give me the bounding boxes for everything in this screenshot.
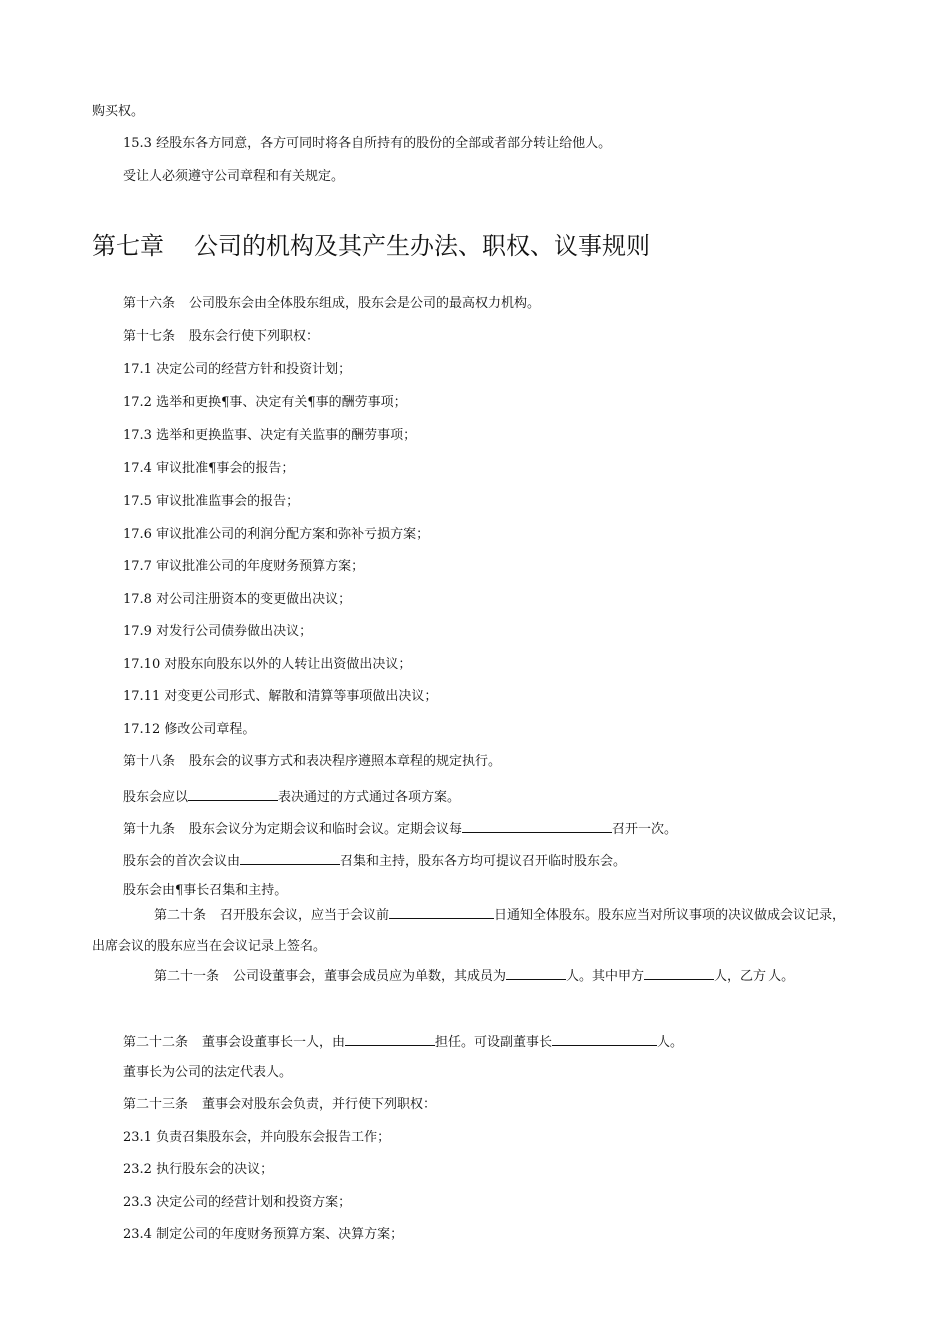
list-item: 17.5 审议批准监事会的报告； [123,494,300,509]
article-16 [123,295,540,313]
article-17 [123,328,319,346]
text-segment: 召集和主持，股东各方均可提议召开临时股东会。 [340,854,627,869]
article-label: 第十六条 [123,296,176,311]
article-label: 第十七条 [123,329,176,344]
list-item: 17.3 选举和更换监事、决定有关监事的酬劳事项； [123,428,417,443]
text-segment: 公司设董事会，董事会成员应为单数，其成员为 [233,969,507,984]
article-label: 第十八条 [123,754,176,769]
text-segment: 担任。可设副董事长 [435,1035,553,1050]
list-item: 23.4 制定公司的年度财务预算方案、决算方案； [123,1227,404,1242]
list-item: 17.7 审议批准公司的年度财务预算方案； [123,559,365,574]
text-segment: 股东会议分为定期会议和临时会议。定期会议每 [189,822,463,837]
fill-in-blank[interactable] [506,965,566,980]
article-20 [92,900,858,962]
article-18 [123,753,501,771]
list-item: 17.4 审议批准¶事会的报告； [123,461,295,476]
paragraph-15-3: 15.3 经股东各方同意，各方可同时将各自所持有的股份的全部或者部分转让给他人。 [123,136,612,151]
fill-in-blank[interactable] [188,786,278,801]
text-segment: 股东会的首次会议由 [123,854,241,869]
paragraph-purchase-right: 购买权。 [92,104,145,119]
article-label: 第十九条 [123,822,176,837]
article-18-vote [123,786,460,807]
article-label: 第二十三条 [123,1097,189,1112]
fill-in-blank[interactable] [345,1031,435,1046]
text-segment: 股东会应以 [123,790,189,805]
article-text: 公司股东会由全体股东组成，股东会是公司的最高权力机构。 [189,296,541,311]
list-item: 17.2 选举和更换¶事、决定有关¶事的酬劳事项； [123,395,407,410]
list-item: 17.9 对发行公司债券做出决议； [123,624,313,639]
article-19 [123,818,677,839]
text-segment: 表决通过的方式通过各项方案。 [278,790,461,805]
article-19-convene: 股东会由¶事长召集和主持。 [123,883,288,898]
list-item: 23.1 负责召集股东会，并向股东会报告工作； [123,1130,391,1145]
text-segment: 人，乙方 [714,969,767,984]
text-segment: 日通知全体股东。股东应当对所议事项的决议做成会议记录，出席会议的股东应当在会议记录上签名。 [92,908,846,954]
chapter-number: 第七章 [92,232,164,260]
article-label: 第二十二条 [123,1035,189,1050]
list-item: 17.12 修改公司章程。 [123,722,256,737]
fill-in-blank[interactable] [389,904,494,919]
text-segment: 召开一次。 [612,822,678,837]
fill-in-blank[interactable] [552,1031,657,1046]
fill-in-blank[interactable] [644,965,714,980]
text-segment: 人。其中甲方 [566,969,645,984]
fill-in-blank[interactable] [462,818,612,833]
text-segment: 董事会设董事长一人，由 [202,1035,346,1050]
list-item: 17.11 对变更公司形式、解散和清算等事项做出决议； [123,689,438,704]
paragraph-transferee: 受让人必须遵守公司章程和有关规定。 [123,169,345,184]
article-label: 第二十条 [154,908,207,923]
chapter-heading [92,230,650,262]
list-item: 17.6 审议批准公司的利润分配方案和弥补亏损方案； [123,527,430,542]
list-item: 17.10 对股东向股东以外的人转让出资做出决议； [123,657,412,672]
article-23 [123,1096,436,1114]
article-text: 股东会行使下列职权： [189,329,320,344]
chapter-title: 公司的机构及其产生办法、职权、议事规则 [194,232,650,260]
list-item: 23.3 决定公司的经营计划和投资方案； [123,1195,352,1210]
text-segment: 人。 [657,1035,684,1050]
text-segment: 召开股东会议，应当于会议前 [220,908,390,923]
list-item: 17.8 对公司注册资本的变更做出决议； [123,592,352,607]
article-19-first-meeting [123,850,626,871]
article-22-legal-rep: 董事长为公司的法定代表人。 [123,1065,293,1080]
article-label: 第二十一条 [154,969,220,984]
article-text: 董事会对股东会负责，并行使下列职权： [202,1097,437,1112]
fill-in-blank[interactable] [240,850,340,865]
list-item: 23.2 执行股东会的决议； [123,1162,274,1177]
article-text: 股东会的议事方式和表决程序遵照本章程的规定执行。 [189,754,502,769]
text-segment: 人。 [768,969,795,984]
article-21 [92,961,858,992]
article-22 [123,1031,683,1052]
list-item: 17.1 决定公司的经营方针和投资计划； [123,362,352,377]
